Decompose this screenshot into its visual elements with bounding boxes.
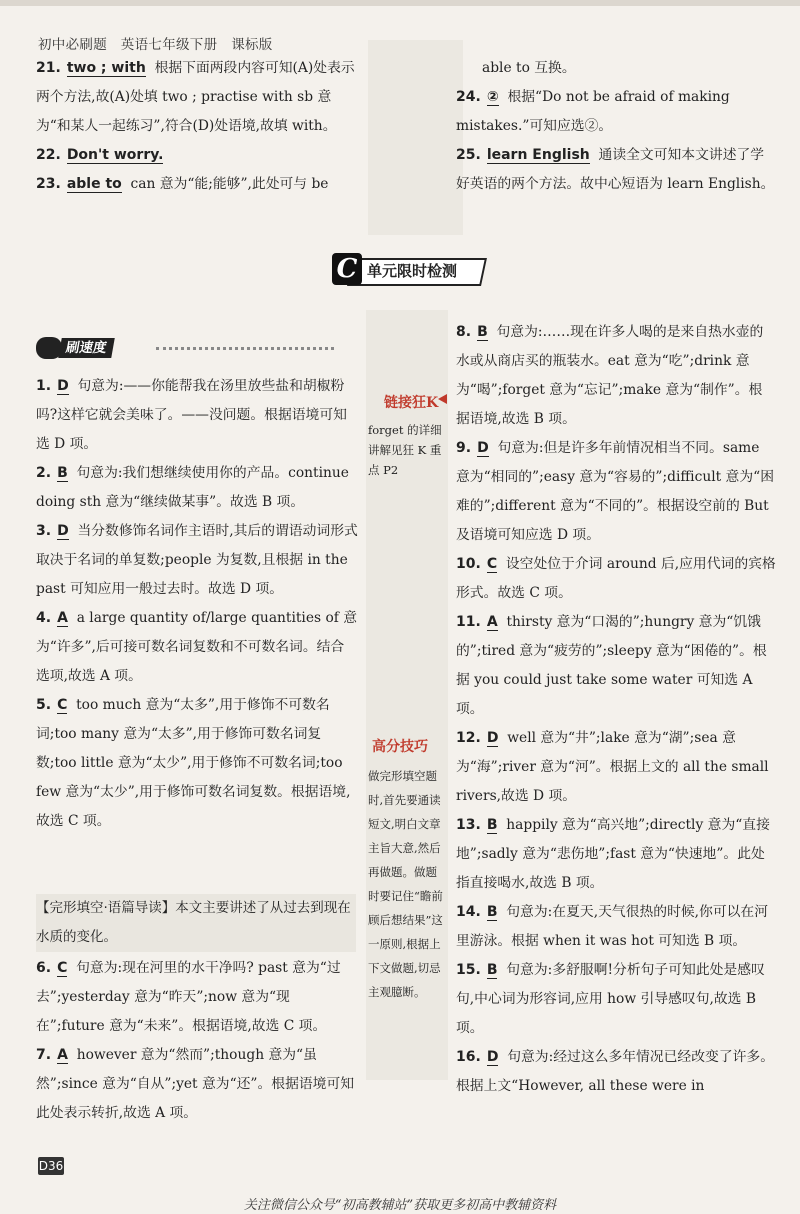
answer-1: 1. D 句意为:——你能帮我在汤里放些盐和胡椒粉吗?这样它就会美味了。——没问题。根据语境可知选 D 项。: [36, 378, 347, 452]
answer-25: 25. learn English 通读全文可知本文讲述了学好英语的两个方法。故中心短语为 learn English。: [456, 147, 775, 192]
left-answers-2: [36, 954, 358, 1128]
section-letter-icon: C: [332, 253, 362, 285]
answer-6: 6. C 句意为:现在河里的水干净吗? past 意为“过去”;yesterday 意为“昨天”;now 意为“现在”;future 意为“未来”。根据语境,故选 C 项。: [36, 960, 341, 1034]
answer-9: 9. D 句意为:但是许多年前情况相当不同。same 意为“相同的”;easy 意为“容易的”;difficult 意为“困难的”;different 意为“不同的”。根据设空前的 But 及语境可知应选 D 项。: [456, 440, 774, 543]
answer-8: 8. B 句意为:……现在许多人喝的是来自热水壶的水或从商店买的瓶装水。eat 意为“吃”;drink 意为“喝”;forget 意为“忘记”;make 意为“制作”。根据语境,故选 B 项。: [456, 324, 764, 427]
margin-strip-top: [368, 40, 463, 235]
link-text: forget 的详细讲解见狂 K 重点 P2: [368, 423, 442, 477]
speed-label: [36, 337, 336, 359]
answer-15: 15. B 句意为:多舒服啊!分析句子可知此处是感叹句,中心词为形容词,应用 how 引导感叹句,故选 B 项。: [456, 962, 765, 1036]
top-left-answers: [36, 54, 358, 199]
footer-note: 关注微信公众号“初高教辅站”获取更多初高中教辅资料: [243, 1198, 557, 1213]
answer-7: 7. A however 意为“然而”;though 意为“虽然”;since 意为“自从”;yet 意为“还”。根据语境可知此处表示转折,故选 A 项。: [36, 1047, 355, 1121]
answer-4: 4. A a large quantity of/large quantities of 意为“许多”,后可接可数名词复数和不可数名词。结合选项,故选 A 项。: [36, 610, 358, 684]
answer-10: 10. C 设空处位于介词 around 后,应用代词的宾格形式。故选 C 项。: [456, 556, 776, 601]
tip-title: 高分技巧: [372, 739, 428, 755]
answer-12: 12. D well 意为“井”;lake 意为“湖”;sea 意为“海”;river 意为“河”。根据上文的 all the small rivers,故选 D 项。: [456, 730, 769, 804]
answer-13: 13. B happily 意为“高兴地”;directly 意为“直接地”;sadly 意为“悲伤地”;fast 意为“快速地”。此处指直接喝水,故选 B 项。: [456, 817, 770, 891]
top-edge: [0, 0, 800, 6]
link-title: 链接狂K: [384, 395, 439, 411]
section-title-text: 单元限时检测: [367, 262, 458, 280]
right-answers: [456, 318, 776, 1101]
section-title: [330, 253, 484, 287]
passage-guide-text: 【完形填空·语篇导读】本文主要讲述了从过去到现在水质的变化。: [36, 900, 351, 945]
dotted-rule: [156, 347, 334, 350]
running-header: 初中必刷题 英语七年级下册 课标版: [38, 37, 273, 53]
answer-22: 22. Don't worry.: [36, 147, 164, 163]
answer-23-cont: able to 互换。: [482, 60, 576, 76]
passage-guide: [36, 894, 358, 952]
left-answers: [36, 372, 358, 836]
tip-text: 做完形填空题时,首先要通读短文,明白文章主旨大意,然后再做题。做题时要记住“瞻前顾后想结果”这一原则,根据上下文做题,切忌主观臆断。: [368, 769, 443, 999]
top-right-answers: [456, 54, 776, 199]
answer-23: 23. able to can 意为“能;能够”,此处可与 be: [36, 176, 329, 192]
answer-3: 3. D 当分数修饰名词作主语时,其后的谓语动词形式取决于名词的单复数;people 为复数,且根据 in the past 可知应用一般过去时。故选 D 项。: [36, 523, 358, 597]
answer-5: 5. C too much 意为“太多”,用于修饰不可数名词;too many 意为“太多”,用于修饰可数名词复数;too little 意为“太少”,用于修饰不可数名词;too few 意为“太少”,用于修饰可数名词复数。根据语境,故选 C 项。: [36, 697, 351, 829]
answer-2: 2. B 句意为:我们想继续使用你的产品。continue doing sth 意为“继续做某事”。故选 B 项。: [36, 465, 349, 510]
speed-label-text: 刷速度: [58, 338, 114, 358]
answer-21: 21. two ; with 根据下面两段内容可知(A)处表示两个方法,故(A)处填 two ; practise with sb 意为“和某人一起练习”,符合(D)处语境,故填 with。: [36, 60, 355, 134]
answer-11: 11. A thirsty 意为“口渴的”;hungry 意为“饥饿的”;tired 意为“疲劳的”;sleepy 意为“困倦的”。根据 you could just take some water 可知选 A 项。: [456, 614, 767, 717]
answer-24: 24. ② 根据“Do not be afraid of making mistakes.”可知应选②。: [456, 89, 730, 134]
answer-16: 16. D 句意为:经过这么多年情况已经改变了许多。根据上文“However, all these were in: [456, 1049, 775, 1094]
answer-14: 14. B 句意为:在夏天,天气很热的时候,你可以在河里游泳。根据 when it was hot 可知选 B 项。: [456, 904, 769, 949]
arrow-left-icon: [438, 394, 447, 404]
page-number: D36: [38, 1159, 64, 1173]
